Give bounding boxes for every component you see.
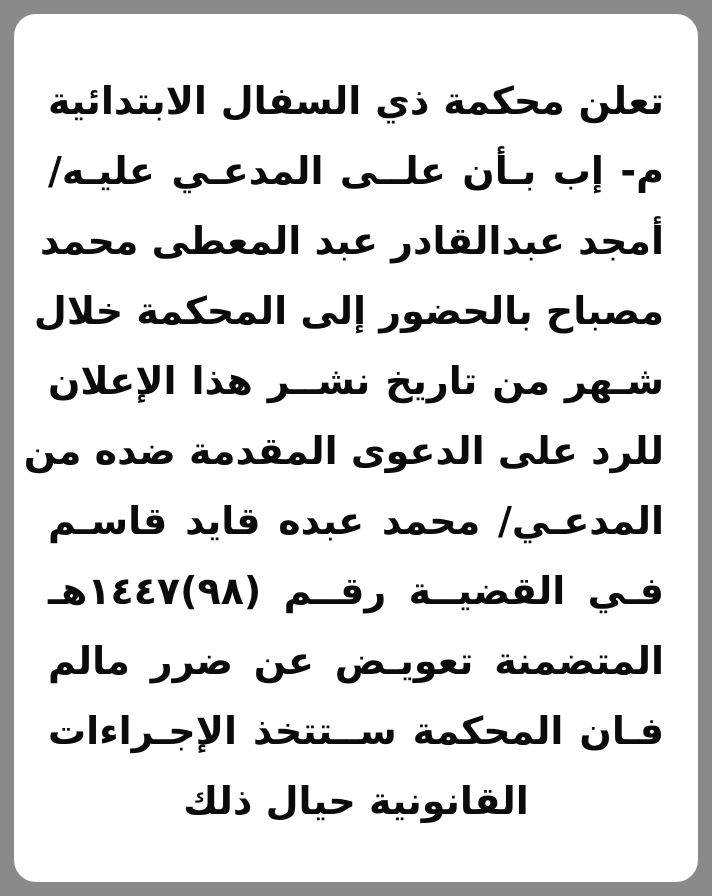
notice-text-block xyxy=(14,14,698,882)
notice-line: القانونية حيال ذلك xyxy=(183,779,529,823)
notice-line: المدعـي/ محمد عبده قايد قاسـم xyxy=(48,499,664,543)
notice-page xyxy=(14,14,698,882)
notice-line: المتضمنة تعويـض عن ضرر مالم xyxy=(48,639,664,683)
notice-line: فـان المحكمة ســتتخذ الإجـراءات xyxy=(48,709,664,753)
notice-line: للرد على الدعوى المقدمة ضده من xyxy=(23,429,664,473)
notice-line: تعلن محكمة ذي السفال الابتدائية xyxy=(48,79,664,123)
notice-line: فـي القضيــة رقــم (٩٨)١٤٤٧هـ xyxy=(48,569,664,613)
notice-line: شـهر من تاريخ نشــر هذا الإعلان xyxy=(48,359,664,403)
notice-line: م- إب بـأن علــى المدعـي عليـه/ xyxy=(48,149,664,193)
notice-line: مصباح بالحضور إلى المحكمة خلال xyxy=(33,289,664,333)
notice-line: أمجد عبدالقادر عبد المعطى محمد xyxy=(40,219,664,263)
